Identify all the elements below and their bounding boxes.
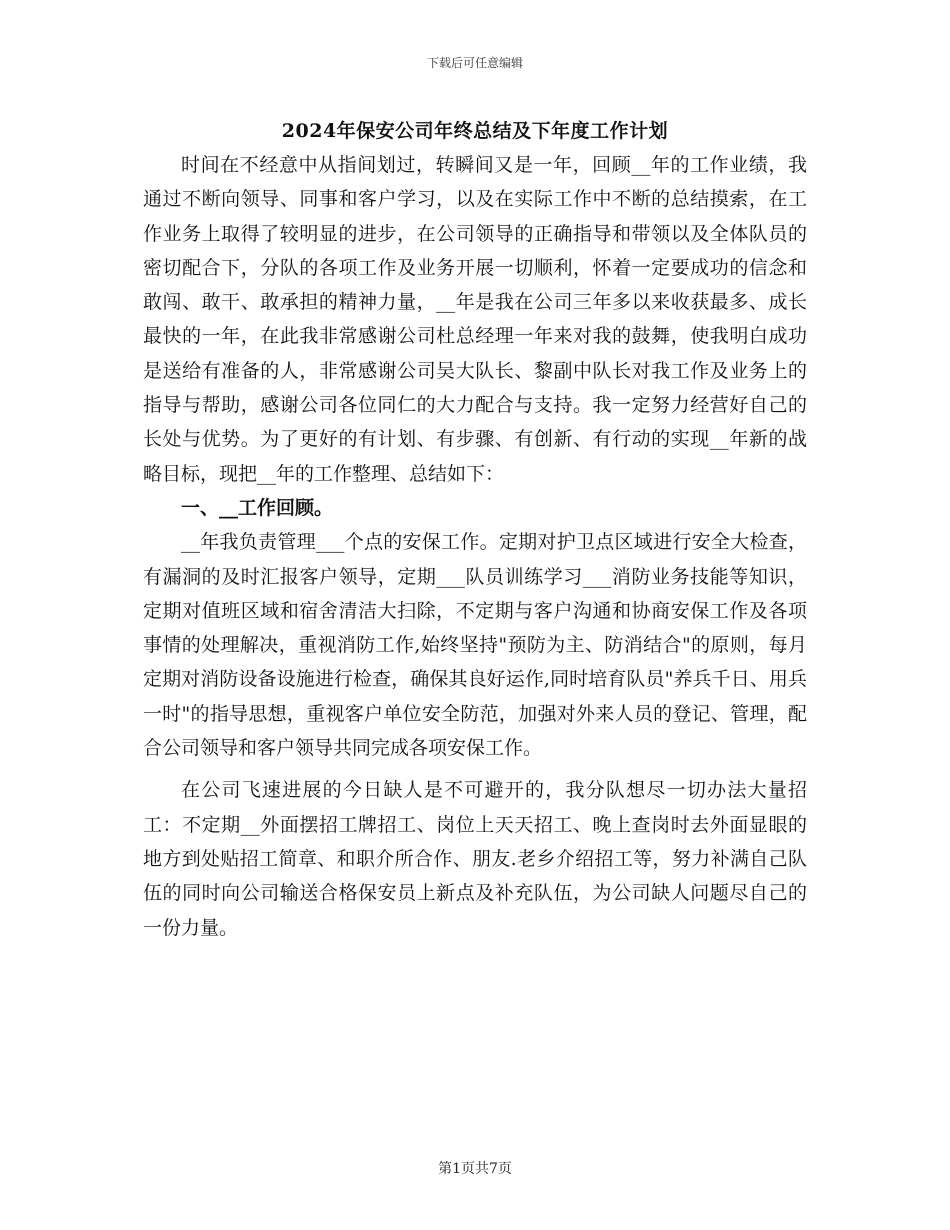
- work-review-paragraph: __年我负责管理___个点的安保工作。定期对护卫点区域进行安全大检查，有漏洞的及时汇报客户领导，定期___队员训练学习___消防业务技能等知识，定期对值班区域和宿舍清洁大扫除，不定期与客户沟通和协商安保工作及各项事情的处理解决，重视消防工作,始终坚持"预防为主、防消结合"的原则，每月定期对消防设备设施进行检查，确保其良好运作,同时培育队员"养兵千日、用兵一时"的指导思想，重视客户单位安全防范，加强对外来人员的登记、管理，配合公司领导和客户领导共同完成各项安保工作。: [143, 531, 807, 760]
- section-heading-work-review: 一、__工作回顾。: [181, 496, 334, 519]
- document-body: [143, 148, 807, 945]
- page-number: 第1页共7页: [438, 1161, 512, 1177]
- intro-paragraph: 时间在不经意中从指间划过，转瞬间又是一年，回顾__年的工作业绩，我通过不断向领导、同事和客户学习，以及在实际工作中不断的总结摸索，在工作业务上取得了较明显的进步，在公司领导的正确指导和带领以及全体队员的密切配合下，分队的各项工作及业务开展一切顺利，怀着一定要成功的信念和敢闯、敢干、敢承担的精神力量，__年是我在公司三年多以来收获最多、成长最快的一年，在此我非常感谢公司杜总经理一年来对我的鼓舞，使我明白成功是送给有准备的人，非常感谢公司吴大队长、黎副中队长对我工作及业务上的指导与帮助，感谢公司各位同仁的大力配合与支持。我一定努力经营好自己的长处与优势。为了更好的有计划、有步骤、有创新、有行动的实现__年新的战略目标，现把__年的工作整理、总结如下：: [143, 154, 807, 485]
- document-title: 2024年保安公司年终总结及下年度工作计划: [281, 120, 669, 142]
- page-header-note: 下载后可任意编辑: [426, 56, 523, 70]
- recruitment-paragraph: 在公司飞速进展的今日缺人是不可避开的，我分队想尽一切办法大量招工：不定期__外面摆招工牌招工、岗位上天天招工、晚上查岗时去外面显眼的地方到处贴招工简章、和职介所合作、朋友.老乡介绍招工等，努力补满自己队伍的同时向公司输送合格保安员上新点及补充队伍，为公司缺人问题尽自己的一份力量。: [143, 779, 807, 939]
